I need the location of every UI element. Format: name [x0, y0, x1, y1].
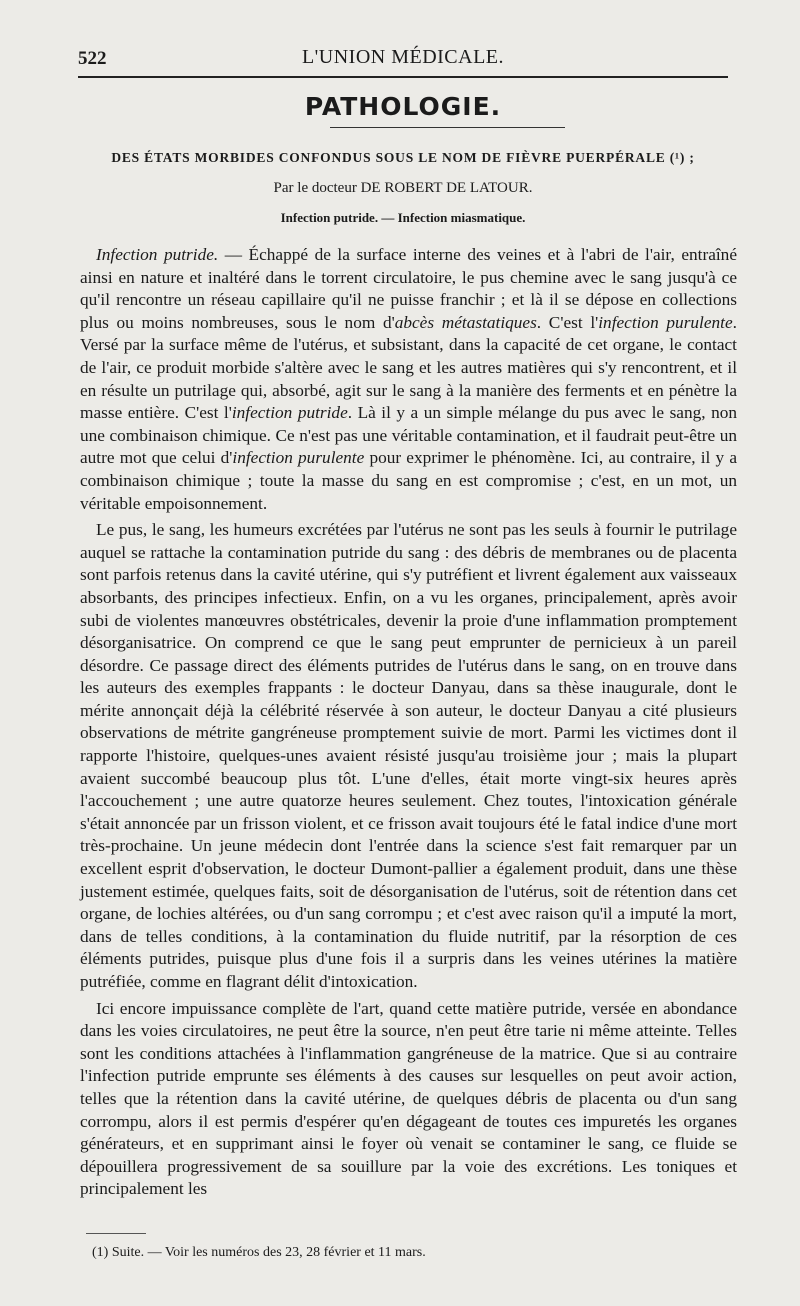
- footnote-rule: [86, 1233, 146, 1234]
- italic-term: infection purulente: [598, 312, 733, 332]
- italic-term: abcès métastatiques: [394, 312, 537, 332]
- footnote: (1) Suite. — Voir les numéros des 23, 28 février et 11 mars.: [92, 1245, 426, 1260]
- section-rule: [330, 127, 565, 128]
- paragraph-2: Le pus, le sang, les humeurs excrétées par l'utérus ne sont pas les seuls à fournir le putrilage auquel se rattache la contamination putride du sang : des débris de membranes ou de placenta sont parfois retenus dans la cavité utérine, qui s'y putréfient et livrent également aux vaisseaux absorbants, des principes infectieux. Enfin, on a vu les organes, principalement, après avoir subi de violentes manœuvres obstétricales, devenir la proie d'une inflammation promptement désorganisatrice. On comprend ce que le sang peut emprunter de pernicieux à un pareil désordre. Ce passage direct des éléments putrides de l'utérus dans le sang, on en trouve dans les auteurs des exemples frappants : le docteur Danyau, dans sa thèse inaugurale, dont le mérite annonçait déjà la célébrité réservée à son auteur, le docteur Danyau a cité plusieurs observations de métrite gangréneuse promptement suivie de mort. Parmi les victimes dont il rapporte l'histoire, quelques-unes avaient résisté jusqu'au troisième jour ; mais la plupart avaient succombé beaucoup plus tôt. L'une d'elles, était morte vingt-six heures après l'accouchement ; une autre quatorze heures seulement. Chez toutes, l'intoxication générale s'était annoncée par un frisson violent, et ce frisson avait toujours été le fatal indice d'une mort très-prochaine. Un jeune médecin dont l'entrée dans la science s'est fait remarquer par un excellent esprit d'observation, le docteur Dumont-pallier a également produit, dans une thèse justement estimée, quelques faits, soit de désorganisation de l'utérus, soit de rétention dans cet organe, de lochies altérées, ou d'un sang corrompu ; et c'est avec raison qu'il a imputé la mort, dans de telles conditions, à la contamination du fluide nutritif, par la résorption de ces éléments putrides, puisque plus d'une fois il a surpris dans les veines utérines la matière putréfiée, comme en flagrant délit d'intoxication.: [80, 520, 737, 991]
- italic-term: infection putride: [231, 403, 348, 423]
- page-number: 522: [78, 48, 107, 69]
- paragraph-text: . Là il y a un simple mélange du pus avec le sang, non une combinaison chimique. Ce n'est pas une véritable contamination, et il faudrait peut-être un autre mot que celui d': [80, 403, 738, 468]
- paragraph-text: . C'est l': [536, 312, 599, 332]
- paragraph-text: — Échappé de la surface interne des veines et à l'abri de l'air, entraîné ainsi en nature et inaltéré dans le torrent circulatoire, le pus chemine avec le sang jusqu'à ce qu'il rencontre un réseau capillaire qu'il ne puisse franchir ; et là il se dépose en collections plus ou moins nombreuses, sous le nom d': [80, 245, 737, 332]
- article-title: DES ÉTATS MORBIDES CONFONDUS SOUS LE NOM DE FIÈVRE PUERPÉRALE (¹) ;: [111, 150, 695, 165]
- italic-term: Infection putride.: [96, 245, 219, 264]
- journal-title: L'UNION MÉDICALE.: [301, 46, 505, 68]
- paragraph-3: Ici encore impuissance complète de l'art, quand cette matière putride, versée en abondance dans les voies circulatoires, ne peut être la source, n'en peut être tarie ni même atteinte. Telles sont les conditions attachées à l'inflammation gangréneuse de la matrice. Que si au contraire l'infection putride emprunte ses éléments à des causes sur lesquelles on peut avoir action, telles que la rétention dans la cavité utérine, de quelques débris de placenta ou d'un sang corrompu, alors il est permis d'espérer qu'en dégageant de toutes ces impuretés les organes générateurs, et en supprimant ainsi le foyer où venait se contaminer le sang, ce fluide se dépouillera progressivement de sa souillure par la voie des excrétions. Les toniques et principalement les: [80, 998, 737, 1199]
- italic-term: infection purulente: [232, 448, 365, 468]
- paragraph-1: [80, 244, 737, 515]
- section-title: PATHOLOGIE.: [304, 92, 502, 121]
- header-rule: [78, 76, 728, 78]
- running-header: [78, 40, 728, 70]
- article-subheading: Infection putride. — Infection miasmatique.: [280, 210, 526, 225]
- paragraph-text: pour exprimer le phénomène. Ici, au contraire, il y a combinaison chimique ; toute la masse du sang en est compromise ; c'est, en un mot, un véritable empoisonnement.: [80, 448, 737, 513]
- article-body: [80, 244, 737, 1201]
- paragraph-text: . Versé par la surface même de l'utérus, et subsistant, dans la capacité de cet organe, le contact de l'air, ce produit morbide s'altère avec le sang et les autres matières qui s'y rencontrent, et il en résulte un putrilage qui, absorbé, agit sur le sang à la manière des ferments et en pénètre la masse entière. C'est l': [80, 312, 737, 423]
- byline: Par le docteur DE ROBERT DE LATOUR.: [273, 180, 533, 196]
